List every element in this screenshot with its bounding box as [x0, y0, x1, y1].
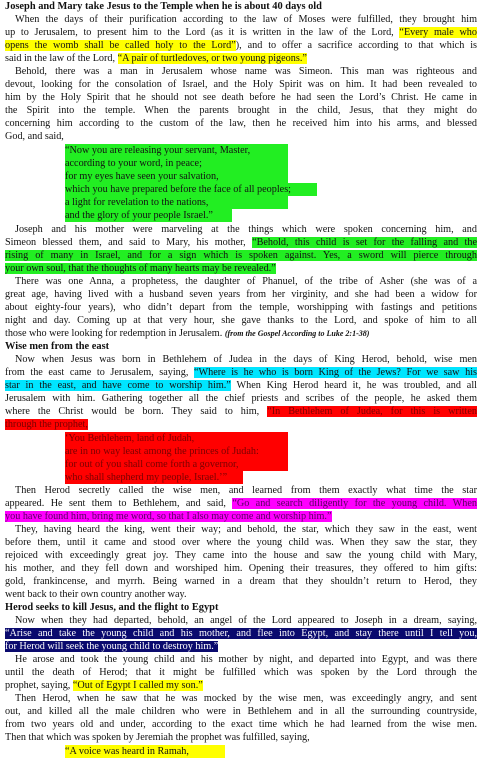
text-line — [5, 130, 477, 143]
text-span: Behold, there was a man in Jerusalem whose name was Simeon. This man was righteous and — [15, 66, 477, 77]
text-span: gold, frankincense, and myrrh. Being warned in a dream that they shouldn’t return to Herod, they — [5, 576, 477, 587]
citation: (from the Gospel According to Luke 2:1-38) — [224, 329, 370, 338]
text-line — [5, 575, 477, 588]
text-line — [5, 718, 477, 731]
text-span: went back to their own country another way. — [5, 589, 187, 600]
text-line — [65, 745, 477, 758]
text-span: until the death of Herod; that it might be fulfilled which was spoken by the Lord through the — [5, 667, 477, 678]
text-line — [5, 705, 477, 718]
text-line — [15, 13, 477, 26]
text-span: Joseph and his mother were marveling at the things which were spoken concerning him, and — [15, 224, 477, 235]
text-line — [5, 26, 477, 39]
text-line — [5, 314, 477, 327]
text-line — [5, 731, 477, 744]
text-span: devout, looking for the consolation of Israel, and the Holy Spirit was on him. It had been revealed to — [5, 79, 477, 90]
highlighted-quote: “Now you are releasing your servant, Master, — [65, 144, 288, 157]
section-heading — [5, 0, 477, 13]
text-span: where the Christ would be born. They said to him, — [5, 406, 268, 417]
highlighted-quote: for Herod will seek the young child to destroy him.” — [5, 641, 219, 652]
text-span: great age, having lived with a husband seven years from her virginity, and she had been a widow for — [5, 289, 477, 300]
text-line — [5, 549, 477, 562]
text-span: out, and killed all the male children who were in Bethlehem and in all the surrounding countryside, — [5, 706, 477, 717]
highlighted-quote: and the glory of your people Israel.” — [65, 209, 232, 222]
text-line — [5, 366, 477, 379]
text-line — [15, 692, 477, 705]
text-line — [5, 679, 477, 692]
text-span: ), and to offer a sacrifice according to that which is — [235, 40, 477, 51]
text-span: Then that which was spoken by Jeremiah the prophet was fulfilled, saying, — [5, 732, 310, 743]
text-span: There was one Anna, a prophetess, the daughter of Phanuel, of the tribe of Asher (she was of a — [15, 276, 477, 287]
text-line — [5, 627, 477, 640]
text-line — [5, 262, 477, 275]
text-line — [5, 104, 477, 117]
highlighted-quote: “Behold, this child is set for the falling and the — [252, 237, 477, 248]
highlighted-quote: your own soul, that the thoughts of many hearts may be revealed.” — [5, 263, 276, 274]
text-line — [5, 236, 477, 249]
text-line — [65, 144, 477, 157]
text-span: Joseph and Mary take Jesus to the Temple when he is about 40 days old — [5, 1, 322, 12]
text-span: They, having heard the king, went their way; and behold, the star, which they saw in the east, went — [15, 524, 477, 535]
text-span: about eighty-four years), who didn’t depart from the temple, worshipping with fastings and petitions — [5, 302, 477, 313]
text-span: appeared. He sent them to Bethlehem, and said, — [5, 498, 233, 509]
text-line — [65, 157, 477, 170]
highlighted-quote: who shall shepherd my people, Israel.’” — [65, 471, 243, 484]
text-line — [5, 562, 477, 575]
text-line — [5, 588, 477, 601]
text-line — [65, 196, 477, 209]
text-line — [65, 445, 477, 458]
text-line — [5, 78, 477, 91]
text-span: night and day. Coming up at that very hour, she gave thanks to the Lord, and spoke of him to all — [5, 315, 477, 326]
text-span: Jerusalem with him. Gathering together all the chief priests and scribes of the people, he asked them — [5, 393, 477, 404]
text-line — [5, 52, 477, 65]
text-span: rejoiced with exceedingly great joy. They came into the house and saw the young child with Mary, — [5, 550, 477, 561]
text-span: said in the law of the Lord, — [5, 53, 118, 64]
text-line — [5, 327, 477, 340]
highlighted-quote: rising of many in Israel, and for a sign which is spoken against. Yes, a sword will pierce through — [5, 250, 477, 261]
highlighted-quote: according to your word, in peace; — [65, 157, 288, 170]
highlighted-quote: opens the womb shall be called holy to the Lord” — [5, 40, 236, 51]
text-span: him by the Holy Spirit that he should not see death before he had seen the Lord’s Christ. He came in — [5, 92, 477, 103]
text-span: He arose and took the young child and his mother by night, and departed into Egypt, and was there — [15, 654, 477, 665]
text-line — [65, 458, 477, 471]
text-line — [5, 117, 477, 130]
text-span: Then Herod secretly called the wise men, and learned from them exactly what time the star — [15, 485, 477, 496]
text-line — [65, 432, 477, 445]
text-span: the Spirit into the temple. When the parents brought in the child, Jesus, that they might do — [5, 105, 477, 116]
text-span: Now when they had departed, behold, an angel of the Lord appeared to Joseph in a dream, saying, — [15, 615, 477, 626]
highlighted-quote: “Out of Egypt I called my son.” — [72, 680, 203, 691]
text-line — [5, 249, 477, 262]
text-line — [65, 183, 477, 196]
text-span: Herod seeks to kill Jesus, and the flight to Egypt — [5, 602, 219, 613]
highlighted-quote: for my eyes have seen your salvation, — [65, 170, 288, 183]
text-span: up to Jerusalem, to present him to the Lord (as it is written in the law of the Lord, — [5, 27, 400, 38]
text-span: God, and said, — [5, 131, 64, 142]
highlighted-quote: star in the east, and have come to worship him.” — [5, 380, 231, 391]
text-line — [65, 471, 477, 484]
highlighted-quote: for out of you shall come forth a governor, — [65, 458, 288, 471]
highlighted-quote: “A voice was heard in Ramah, — [65, 745, 225, 758]
highlighted-quote: “Arise and take the young child and his mother, and flee into Egypt, and stay there until I tell you, — [5, 628, 477, 639]
highlighted-quote: through the prophet, — [5, 419, 88, 430]
text-line — [5, 91, 477, 104]
highlighted-quote: are in no way least among the princes of Judah: — [65, 445, 288, 458]
text-line — [65, 209, 477, 222]
highlighted-quote: “In Bethlehem of Judea, for this is written — [267, 406, 477, 417]
text-span: When the days of their purification according to the law of Moses were fulfilled, they brought him — [15, 14, 477, 25]
text-span: his mother, and they fell down and worshiped him. Opening their treasures, they offered to him gifts: — [5, 563, 477, 574]
text-line — [15, 653, 477, 666]
text-line — [5, 666, 477, 679]
text-line — [5, 301, 477, 314]
text-line — [5, 536, 477, 549]
text-line — [15, 353, 477, 366]
text-span: prophet, saying, — [5, 680, 73, 691]
text-line — [5, 418, 477, 431]
highlighted-quote: “Every male who — [399, 27, 477, 38]
text-span: before them, until it came and stood over where the young child was. When they saw the star, they — [5, 537, 477, 548]
text-line — [5, 392, 477, 405]
highlighted-quote: “Go and search diligently for the young child. When — [232, 498, 477, 509]
text-span: concerning him according to the custom of the law, then he received him into his arms, and blessed — [5, 118, 477, 129]
text-span: from the east came to Jerusalem, saying, — [5, 367, 194, 378]
text-line — [5, 39, 477, 52]
text-line — [5, 288, 477, 301]
text-line — [15, 65, 477, 78]
highlighted-quote: you have found him, bring me word, so that I also may come and worship him.” — [5, 511, 332, 522]
text-span: Wise men from the east — [5, 341, 110, 352]
text-span: Simeon blessed them, and said to Mary, his mother, — [5, 237, 253, 248]
text-line — [5, 640, 477, 653]
text-line — [5, 405, 477, 418]
text-line — [5, 510, 477, 523]
text-line — [15, 614, 477, 627]
text-line — [15, 523, 477, 536]
highlighted-quote: which you have prepared before the face of all peoples; — [65, 183, 317, 196]
text-line — [5, 497, 477, 510]
text-line — [15, 223, 477, 236]
section-heading — [5, 340, 477, 353]
text-span: from two years old and under, according to the exact time which he had learned from the wise men. — [5, 719, 477, 730]
highlighted-quote: “A pair of turtledoves, or two young pigeons.” — [117, 53, 307, 64]
text-line — [5, 379, 477, 392]
text-span: Now when Jesus was born in Bethlehem of Judea in the days of King Herod, behold, wise men — [15, 354, 477, 365]
highlighted-quote: a light for revelation to the nations, — [65, 196, 288, 209]
highlighted-quote: ‘You Bethlehem, land of Judah, — [65, 432, 288, 445]
text-span: Then Herod, when he saw that he was mocked by the wise men, was exceedingly angry, and sent — [15, 693, 477, 704]
text-line — [15, 275, 477, 288]
text-span: those who were looking for redemption in Jerusalem. — [5, 328, 225, 339]
text-line — [15, 484, 477, 497]
highlighted-quote: “Where is he who is born King of the Jews? For we saw his — [193, 367, 477, 378]
text-span: When King Herod heard it, he was troubled, and all — [230, 380, 477, 391]
text-line — [65, 170, 477, 183]
section-heading — [5, 601, 477, 614]
